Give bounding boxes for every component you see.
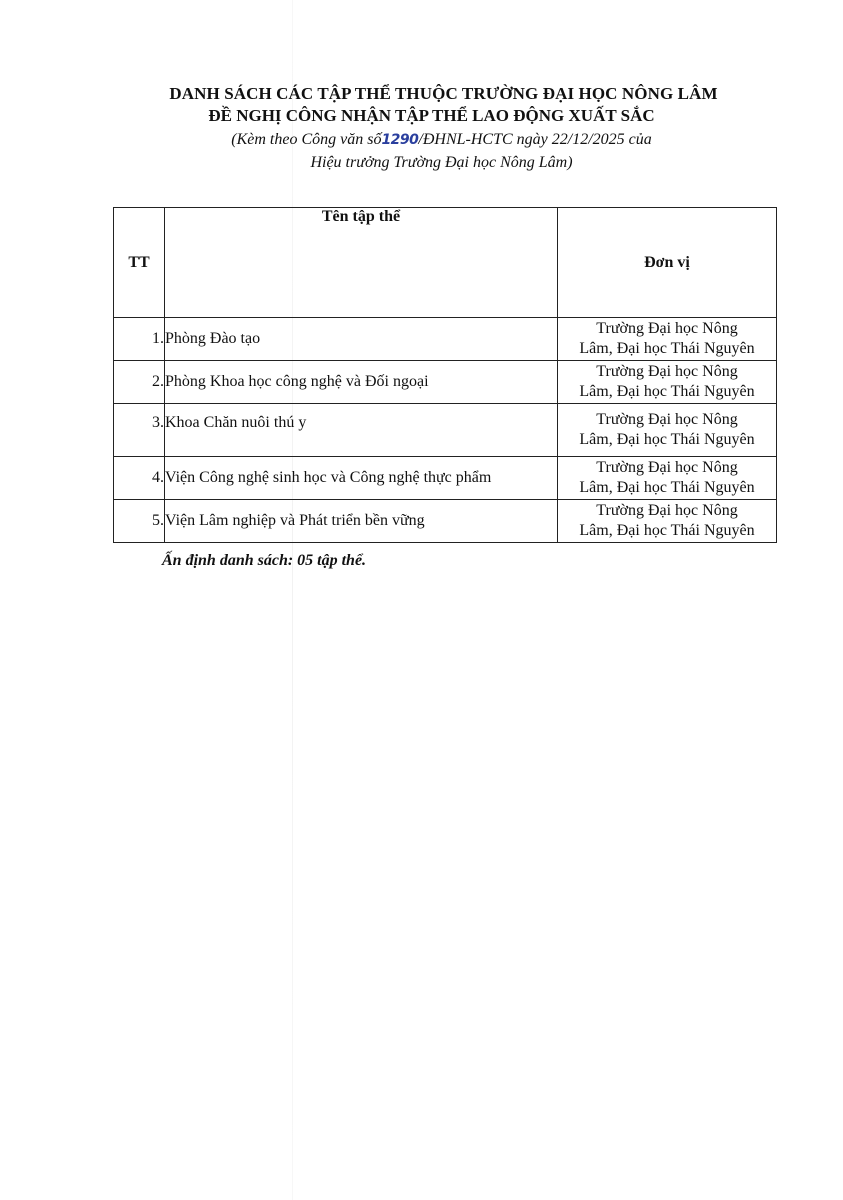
scan-fold-line bbox=[292, 0, 293, 1200]
document-title-line2: ĐỀ NGHỊ CÔNG NHẬN TẬP THỂ LAO ĐỘNG XUẤT SẮC bbox=[208, 106, 655, 125]
header-tt: TT bbox=[114, 208, 165, 318]
row-unit bbox=[558, 500, 777, 543]
header-name: Tên tập thể bbox=[165, 208, 558, 318]
document-subtitle-line2: Hiệu trưởng Trường Đại học Nông Lâm) bbox=[310, 154, 573, 171]
table-row bbox=[114, 361, 777, 404]
table-row bbox=[114, 457, 777, 500]
row-unit bbox=[558, 457, 777, 500]
row-unit-line1: Trường Đại học Nông bbox=[596, 502, 738, 519]
row-unit-line2: Lâm, Đại học Thái Nguyên bbox=[579, 479, 755, 496]
row-name: Phòng Khoa học công nghệ và Đối ngoại bbox=[165, 361, 558, 404]
row-name: Khoa Chăn nuôi thú y bbox=[165, 404, 558, 457]
handwritten-document-number: 1290 bbox=[381, 132, 419, 148]
table-row bbox=[114, 318, 777, 361]
row-unit-line2: Lâm, Đại học Thái Nguyên bbox=[579, 522, 755, 539]
row-number: 1. bbox=[114, 318, 165, 361]
row-unit-line1: Trường Đại học Nông bbox=[596, 320, 738, 337]
table-row bbox=[114, 404, 777, 457]
row-unit bbox=[558, 404, 777, 457]
subtitle-suffix: /ĐHNL-HCTC ngày 22/12/2025 của bbox=[418, 131, 652, 148]
row-unit-line1: Trường Đại học Nông bbox=[596, 363, 738, 380]
row-unit-line1: Trường Đại học Nông bbox=[596, 411, 738, 428]
document-title-line1: DANH SÁCH CÁC TẬP THỂ THUỘC TRƯỜNG ĐẠI HỌC NÔNG LÂM bbox=[169, 84, 718, 103]
document-subtitle-line1 bbox=[20, 131, 843, 149]
row-unit-line2: Lâm, Đại học Thái Nguyên bbox=[579, 431, 755, 448]
row-unit-line2: Lâm, Đại học Thái Nguyên bbox=[579, 340, 755, 357]
subtitle-prefix: (Kèm theo Công văn số bbox=[231, 131, 382, 148]
row-number: 5. bbox=[114, 500, 165, 543]
row-unit-line1: Trường Đại học Nông bbox=[596, 459, 738, 476]
table-header-row bbox=[114, 208, 777, 318]
list-summary-note: Ấn định danh sách: 05 tập thể. bbox=[162, 552, 367, 569]
row-unit bbox=[558, 318, 777, 361]
row-number: 3. bbox=[114, 404, 165, 457]
row-name: Viện Lâm nghiệp và Phát triển bền vững bbox=[165, 500, 558, 543]
row-unit-line2: Lâm, Đại học Thái Nguyên bbox=[579, 383, 755, 400]
header-unit: Đơn vị bbox=[558, 208, 777, 318]
row-name: Viện Công nghệ sinh học và Công nghệ thực phẩm bbox=[165, 457, 558, 500]
collective-list-table bbox=[113, 207, 777, 543]
table-row bbox=[114, 500, 777, 543]
row-number: 4. bbox=[114, 457, 165, 500]
row-unit bbox=[558, 361, 777, 404]
row-name: Phòng Đào tạo bbox=[165, 318, 558, 361]
row-number: 2. bbox=[114, 361, 165, 404]
